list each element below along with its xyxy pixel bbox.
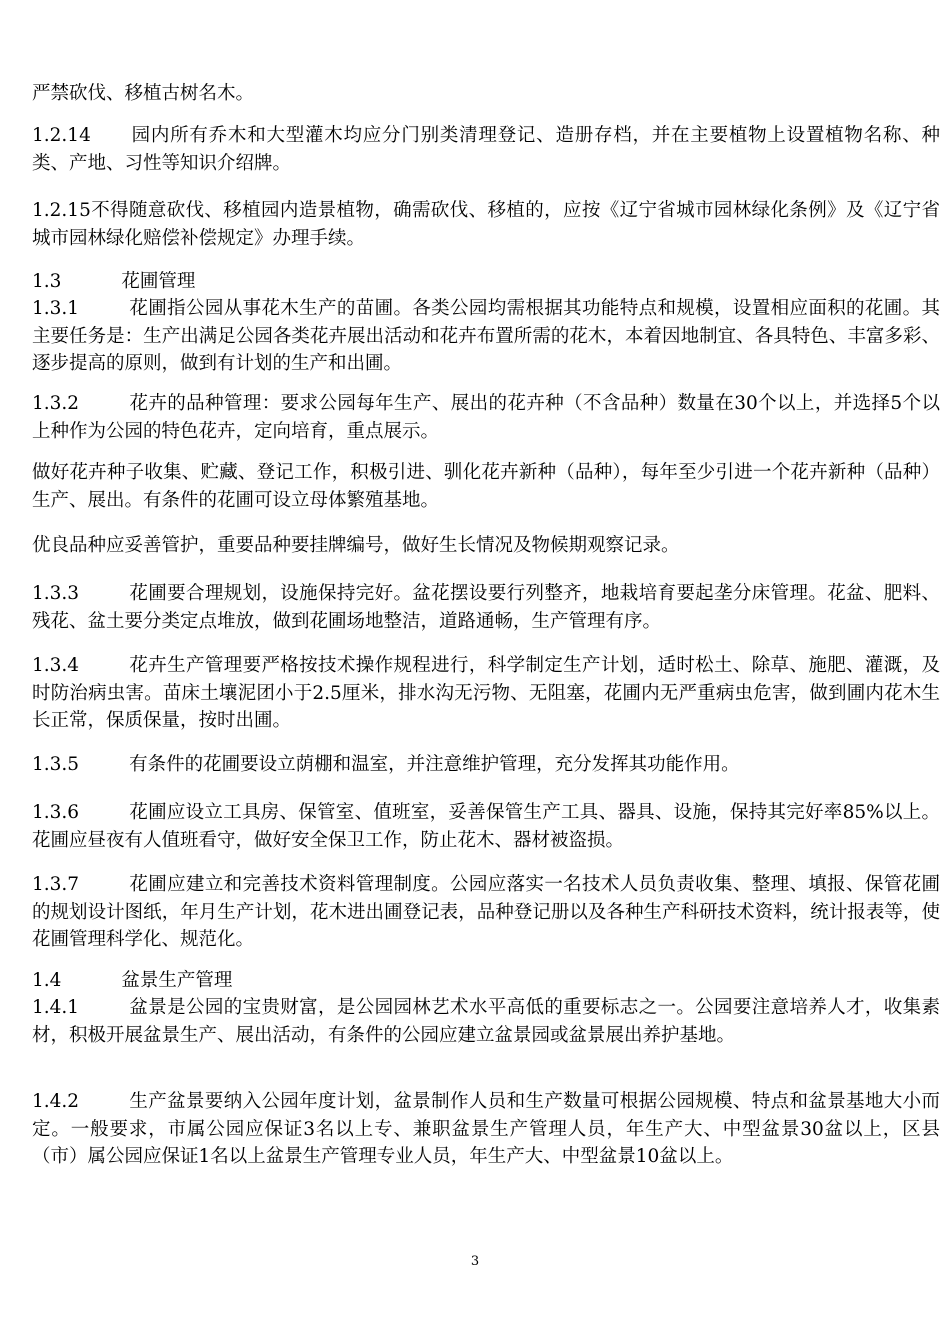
paragraph-text: 不得随意砍伐、移植园内造景植物，确需砍伐、移植的，应按《辽宁省城市园林绿化条例》及《辽宁省城市园林绿化赔偿补偿规定》办理手续。	[32, 200, 940, 249]
paragraph-1-4-1	[32, 994, 940, 1049]
section-number: 1.3.5	[32, 754, 80, 775]
paragraph	[32, 532, 940, 560]
paragraph-text: 优良品种应妥善管护，重要品种要挂牌编号，做好生长情况及物候期观察记录。	[32, 535, 680, 556]
section-number: 1.3.4	[32, 655, 80, 676]
paragraph-1-3-6	[32, 799, 940, 854]
paragraph-1-3-5	[32, 751, 940, 779]
section-number: 1.3	[32, 271, 62, 292]
section-number: 1.2.14	[32, 125, 91, 146]
paragraph	[32, 459, 940, 514]
paragraph-text: 生产盆景要纳入公园年度计划，盆景制作人员和生产数量可根据公园规模、特点和盆景基地大小而定。一般要求，市属公园应保证3名以上专、兼职盆景生产管理人员，年生产大、中型盆景30盆以上，区县（市）属公园应保证1名以上盆景生产管理专业人员，年生产大、中型盆景10盆以上。	[32, 1091, 940, 1167]
paragraph-1-3-7	[32, 871, 940, 954]
paragraph-text: 花卉的品种管理：要求公园每年生产、展出的花卉种（不含品种）数量在30个以上，并选择5个以上种作为公园的特色花卉，定向培育，重点展示。	[32, 393, 940, 442]
paragraph-text: 花圃应设立工具房、保管室、值班室，妥善保管生产工具、器具、设施，保持其完好率85%以上。花圃应昼夜有人值班看守，做好安全保卫工作，防止花木、器材被盗损。	[32, 802, 940, 851]
paragraph-text: 花圃应建立和完善技术资料管理制度。公园应落实一名技术人员负责收集、整理、填报、保管花圃的规划设计图纸，年月生产计划，花木进出圃登记表，品种登记册以及各种生产科研技术资料，统计报表等，使花圃管理科学化、规范化。	[32, 874, 940, 950]
paragraph-text: 盆景是公园的宝贵财富，是公园园林艺术水平高低的重要标志之一。公园要注意培养人才，收集素材，积极开展盆景生产、展出活动，有条件的公园应建立盆景园或盆景展出养护基地。	[32, 997, 940, 1046]
section-number: 1.2.15	[32, 200, 91, 221]
section-number: 1.3.7	[32, 874, 80, 895]
page-number: 3	[470, 1254, 480, 1269]
paragraph-text: 做好花卉种子收集、贮藏、登记工作，积极引进、驯化花卉新种（品种），每年至少引进一个花卉新种（品种）生产、展出。有条件的花圃可设立母体繁殖基地。	[32, 462, 940, 511]
paragraph-1-3-4	[32, 652, 940, 735]
paragraph-text: 花卉生产管理要严格按技术操作规程进行，科学制定生产计划，适时松土、除草、施肥、灌溉，及时防治病虫害。苗床土壤泥团小于2.5厘米，排水沟无污物、无阻塞，花圃内无严重病虫危害，做到圃内花木生长正常，保质保量，按时出圃。	[32, 655, 940, 731]
section-number: 1.3.1	[32, 298, 80, 319]
paragraph-1-3-2	[32, 390, 940, 445]
section-heading-1-3	[32, 268, 940, 296]
section-number: 1.4	[32, 970, 62, 991]
paragraph-text: 有条件的花圃要设立荫棚和温室，并注意维护管理，充分发挥其功能作用。	[129, 754, 740, 775]
paragraph-text: 园内所有乔木和大型灌木均应分门别类清理登记、造册存档，并在主要植物上设置植物名称、种类、产地、习性等知识介绍牌。	[32, 125, 940, 174]
section-number: 1.3.3	[32, 583, 80, 604]
paragraph	[32, 80, 940, 108]
section-number: 1.4.1	[32, 997, 80, 1018]
paragraph-text: 花圃指公园从事花木生产的苗圃。各类公园均需根据其功能特点和规模，设置相应面积的花圃。其主要任务是：生产出满足公园各类花卉展出活动和花卉布置所需的花木，本着因地制宜、各具特色、丰富多彩、逐步提高的原则，做到有计划的生产和出圃。	[32, 298, 940, 374]
heading-text: 花圃管理	[121, 271, 196, 292]
paragraph-text: 花圃要合理规划，设施保持完好。盆花摆设要行列整齐，地栽培育要起垄分床管理。花盆、肥料、残花、盆土要分类定点堆放，做到花圃场地整洁，道路通畅，生产管理有序。	[32, 583, 940, 632]
paragraph-text: 严禁砍伐、移植古树名木。	[32, 83, 255, 104]
paragraph-1-3-1	[32, 295, 940, 378]
paragraph-1-2-14	[32, 122, 940, 177]
section-number: 1.3.6	[32, 802, 80, 823]
heading-text: 盆景生产管理	[121, 970, 233, 991]
paragraph-1-4-2	[32, 1088, 940, 1171]
section-heading-1-4	[32, 967, 940, 995]
section-number: 1.4.2	[32, 1091, 80, 1112]
paragraph-1-2-15	[32, 197, 940, 252]
paragraph-1-3-3	[32, 580, 940, 635]
section-number: 1.3.2	[32, 393, 80, 414]
